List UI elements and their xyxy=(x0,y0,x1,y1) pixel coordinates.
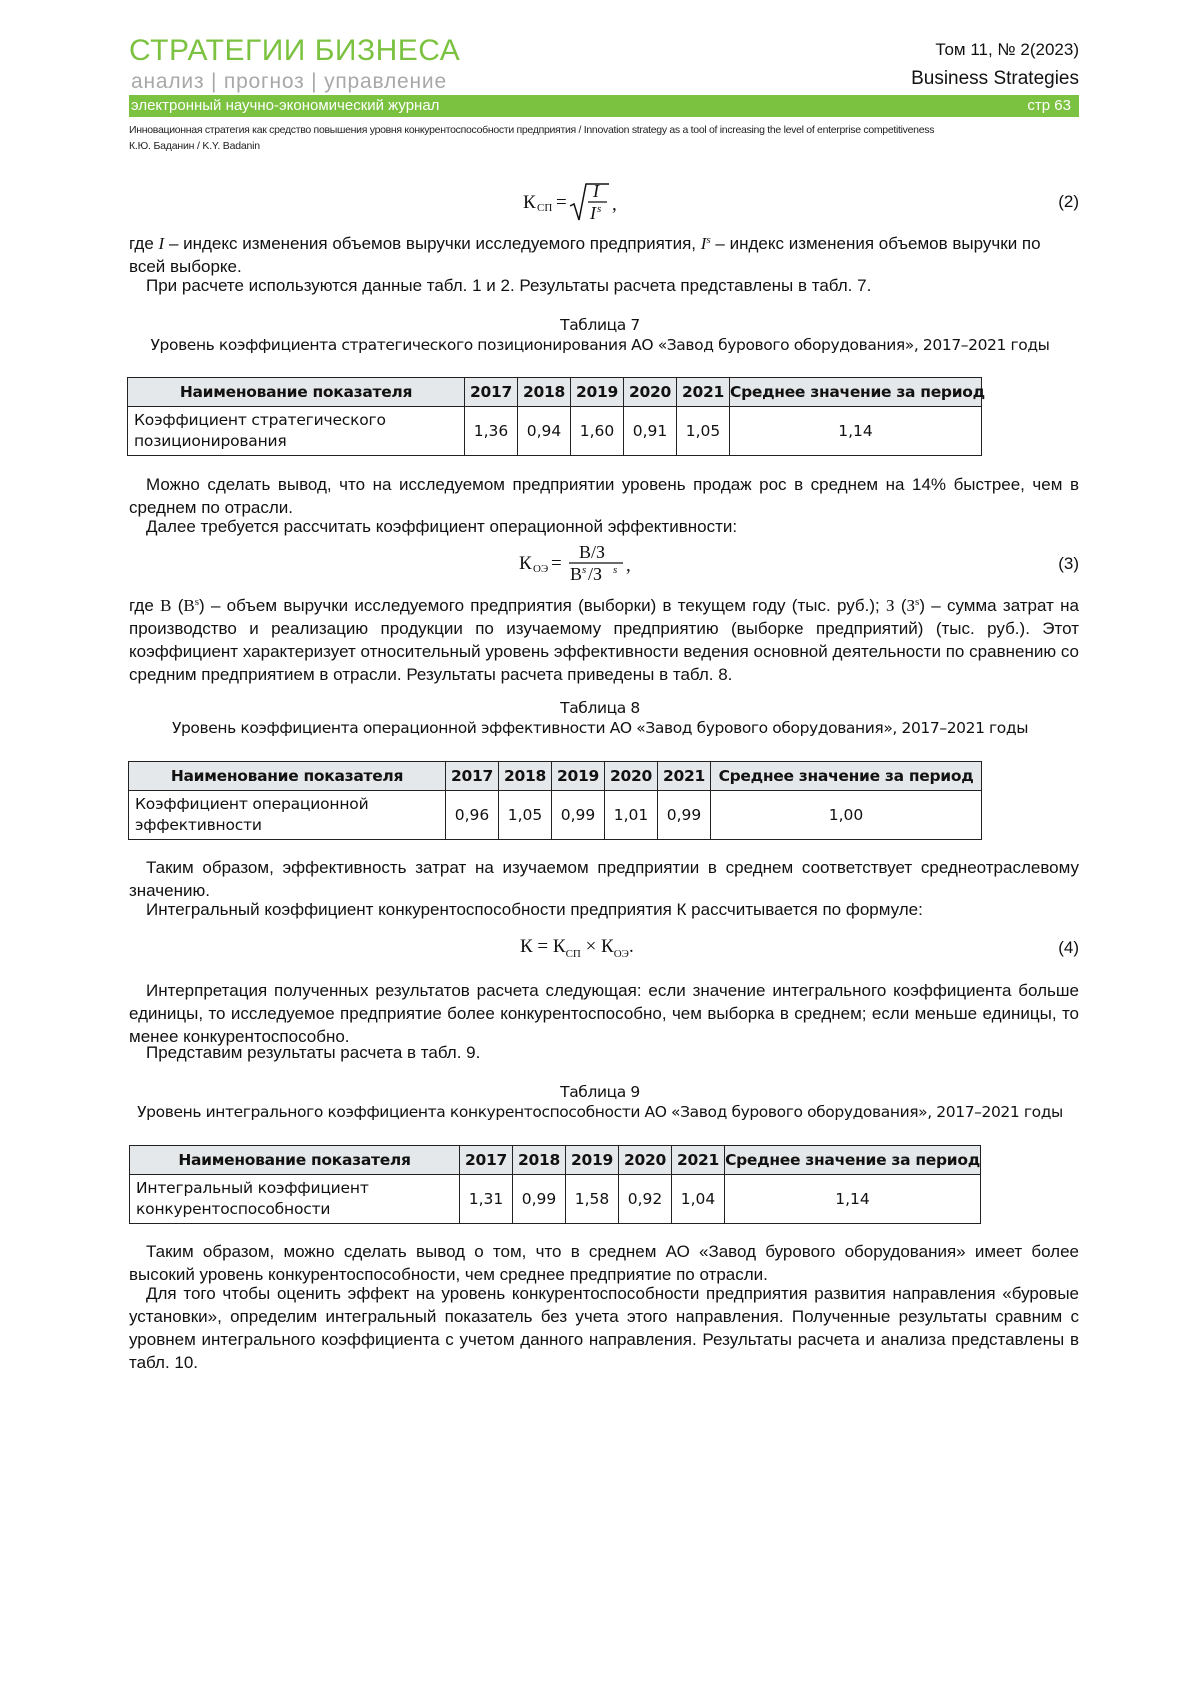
table-row xyxy=(128,407,982,456)
value-cell: 1,01 xyxy=(605,791,658,840)
header-cell: Наименование показателя xyxy=(128,378,465,407)
var-vs-sup: s xyxy=(194,596,199,608)
paragraph-cost-efficiency: Таким образом, эффективность затрат на изучаемом предприятии в среднем соответствует среднеотраслевому значению. xyxy=(129,858,1079,900)
table-8-caption: Уровень коэффициента операционной эффективности АО «Завод бурового оборудования», 2017–2021 годы xyxy=(171,719,1029,737)
paragraph-where-i xyxy=(129,232,1079,278)
value-cell: 1,31 xyxy=(460,1175,513,1224)
formula-3-comma: , xyxy=(626,555,631,576)
header-cell: 2019 xyxy=(571,378,624,407)
text-fragment: – индекс изменения объемов выручки исследуемого предприятия, xyxy=(164,234,701,253)
formula-4-sub: СП xyxy=(565,947,581,960)
formula-2-graphic xyxy=(523,182,633,228)
header-cell: 2020 xyxy=(619,1146,672,1175)
formula-3-den-sup-b: s xyxy=(613,564,618,576)
header-cell: Среднее значение за период xyxy=(730,378,982,407)
header-cell: 2020 xyxy=(605,762,658,791)
journal-type: электронный научно-экономический журнал xyxy=(131,97,440,114)
formula-4-part: К = К xyxy=(520,936,566,957)
paragraph-integral-intro: Интегральный коэффициент конкурентоспособности предприятия К рассчитывается по формуле: xyxy=(146,900,923,919)
var-v: В xyxy=(160,596,172,615)
table-9-caption: Уровень интегрального коэффициента конкурентоспособности АО «Завод бурового оборудования», 2017–2021 годы xyxy=(137,1103,1063,1121)
header-cell: 2018 xyxy=(518,378,571,407)
paragraph-conclusion-competitiveness: Таким образом, можно сделать вывод о том, что в среднем АО «Завод бурового оборудования» имеет более высокий уровень конкурентоспособности, чем среднее предприятие по отрасли. xyxy=(129,1242,1079,1284)
formula-2-denominator: I xyxy=(590,203,596,223)
formula-2-comma: , xyxy=(612,194,617,215)
header-cell: Наименование показателя xyxy=(129,762,446,791)
header-cell: 2019 xyxy=(552,762,605,791)
text-fragment: – объем выручки исследуемого предприятия (выборки) в текущем году (тыс. руб.); xyxy=(204,596,887,615)
header-cell: 2018 xyxy=(513,1146,566,1175)
formula-2-lhs: К xyxy=(523,192,536,213)
formula-3-den-b: /З xyxy=(588,564,603,584)
paragraph-conclusion-sales: Можно сделать вывод, что на исследуемом предприятии уровень продаж рос в среднем на 14% быстрее, чем в среднем по отрасли. xyxy=(129,475,1079,517)
formula-3-den-a: В xyxy=(570,564,583,584)
header-cell: 2021 xyxy=(658,762,711,791)
var-z: З xyxy=(886,596,895,615)
paragraph-present-results: Представим результаты расчета в табл. 9. xyxy=(146,1043,481,1062)
text-fragment: – индекс изменения объемов выручки по всей выборке. xyxy=(129,234,1041,276)
var-zs: З xyxy=(906,596,916,615)
formula-2-number: (2) xyxy=(1058,192,1079,211)
formula-3-equals: = xyxy=(551,553,562,574)
var-i: I xyxy=(158,234,165,253)
table-9 xyxy=(129,1145,981,1224)
value-cell: 0,99 xyxy=(513,1175,566,1224)
indicator-name: Коэффициент стратегического позиционирования xyxy=(128,407,465,456)
formula-2-numerator: I xyxy=(593,181,599,201)
formula-3-lhs-sub: ОЭ xyxy=(533,563,549,575)
table-9-label: Таблица 9 xyxy=(560,1083,640,1101)
indicator-name: Коэффициент операционной эффективности xyxy=(129,791,446,840)
paragraph-where-v: где В $(В^s)$ – объем выручки исследуемого предприятия (выборки) в текущем году (тыс. руб.); З $(З^s)$ – сумма затрат на производство и реализацию продукции по изучаемому предприятию (выборке предприятий) (тыс. руб.). Этот коэффициент характеризует относительный уровень эффективности ведения основной деятельности по сравнению со средним предприятием в отрасли. Результаты расчета приведены в табл. 8. xyxy=(129,596,1079,684)
header-cell: Наименование показателя xyxy=(130,1146,460,1175)
header-cell: 2018 xyxy=(499,762,552,791)
table-header-row xyxy=(128,378,982,407)
value-cell: 1,05 xyxy=(677,407,730,456)
formula-2-equals: = xyxy=(556,192,567,213)
value-cell: 0,96 xyxy=(446,791,499,840)
text-fragment: – сумма затрат на производство и реализацию продукции по изучаемому предприятию (выборке предприятий) (тыс. руб.). Этот коэффициент характеризует относительный уровень эффективности ведения основной деятельности по сравнению со средним предприятием в отрасли. Результаты расчета приведены в табл. 8. xyxy=(129,596,1079,684)
table-header-row xyxy=(130,1146,981,1175)
value-cell: 1,60 xyxy=(571,407,624,456)
header-cell: 2019 xyxy=(566,1146,619,1175)
formula-4-expression xyxy=(520,936,634,960)
formula-3-den-sup-a: s xyxy=(582,564,587,576)
text-fragment: где xyxy=(129,596,161,615)
formula-2-den-sup: s xyxy=(597,203,602,215)
header-cell: 2017 xyxy=(465,378,518,407)
formula-3-numerator: В/З xyxy=(579,542,606,562)
formula-4-part: × К xyxy=(580,936,614,957)
average-cell: 1,14 xyxy=(730,407,982,456)
table-header-row xyxy=(129,762,982,791)
table-7-caption: Уровень коэффициента стратегического позиционирования АО «Завод бурового оборудования», 2017–2021 годы xyxy=(150,336,1050,354)
indicator-name: Интегральный коэффициент конкурентоспособности xyxy=(130,1175,460,1224)
table-row xyxy=(129,791,982,840)
table-7 xyxy=(127,377,985,456)
header-cell: 2020 xyxy=(624,378,677,407)
table-row xyxy=(130,1175,981,1224)
formula-2-lhs-sub: СП xyxy=(537,202,553,214)
value-cell: 1,04 xyxy=(672,1175,725,1224)
article-authors: К.Ю. Баданин / K.Y. Badanin xyxy=(129,140,260,152)
average-cell: 1,00 xyxy=(711,791,982,840)
header-cell: 2017 xyxy=(460,1146,513,1175)
paragraph-interpretation: Интерпретация полученных результатов расчета следующая: если значение интегрального коэффициента больше единицы, то исследуемое предприятие более конкурентоспособно, чем выборка в среднем; если меньше единицы, то менее конкурентоспособно. xyxy=(129,981,1079,1046)
value-cell: 0,99 xyxy=(658,791,711,840)
var-is-sup: s xyxy=(706,234,711,246)
header-cell: 2021 xyxy=(672,1146,725,1175)
paragraph-drilling-rigs: Для того чтобы оценить эффект на уровень конкурентоспособности предприятия развития направления «буровые установки», определим интегральный показатель без учета этого направления. Полученные результаты сравним с уровнем интегрального коэффициента с учетом данного направления. Результаты расчета и анализа представлены в табл. 10. xyxy=(129,1284,1079,1372)
value-cell: 0,92 xyxy=(619,1175,672,1224)
value-cell: 1,36 xyxy=(465,407,518,456)
var-vs: В xyxy=(183,596,195,615)
formula-4-part: . xyxy=(628,936,634,957)
table-7-label: Таблица 7 xyxy=(560,316,640,334)
header-band xyxy=(129,95,1079,117)
formula-3-graphic xyxy=(519,542,649,588)
value-cell: 0,91 xyxy=(624,407,677,456)
article-citation: Инновационная стратегия как средство повышения уровня конкурентоспособности предприятия / Innovation strategy as a tool of increasing the level of enterprise competitiveness xyxy=(129,124,935,136)
header-cell: 2017 xyxy=(446,762,499,791)
formula-3-lhs: К xyxy=(519,553,532,574)
formula-4-sub: ОЭ xyxy=(613,947,629,960)
value-cell: 1,58 xyxy=(566,1175,619,1224)
value-cell: 0,94 xyxy=(518,407,571,456)
formula-3-number: (3) xyxy=(1058,554,1079,573)
average-cell: 1,14 xyxy=(725,1175,981,1224)
table-8 xyxy=(128,761,982,840)
value-cell: 1,05 xyxy=(499,791,552,840)
journal-tagline: анализ | прогноз | управление xyxy=(131,70,447,93)
formula-4-number: (4) xyxy=(1058,938,1079,957)
table-8-label: Таблица 8 xyxy=(560,699,640,717)
var-is: I xyxy=(700,234,707,253)
journal-title-en: Business Strategies xyxy=(911,68,1079,89)
journal-brand-logo: СТРАТЕГИИ БИЗНЕСА xyxy=(129,34,461,67)
paragraph-calc-data: При расчете используются данные табл. 1 и 2. Результаты расчета представлены в табл. 7. xyxy=(146,276,872,295)
text-fragment: где xyxy=(129,234,159,253)
value-cell: 0,99 xyxy=(552,791,605,840)
var-zs-sup: s xyxy=(915,596,920,608)
header-cell: 2021 xyxy=(677,378,730,407)
volume-issue: Том 11, № 2(2023) xyxy=(935,40,1079,59)
page-number: стр 63 xyxy=(1027,97,1071,114)
header-cell: Среднее значение за период xyxy=(711,762,982,791)
header-cell: Среднее значение за период xyxy=(725,1146,981,1175)
paragraph-operational-intro: Далее требуется рассчитать коэффициент операционной эффективности: xyxy=(146,517,738,536)
